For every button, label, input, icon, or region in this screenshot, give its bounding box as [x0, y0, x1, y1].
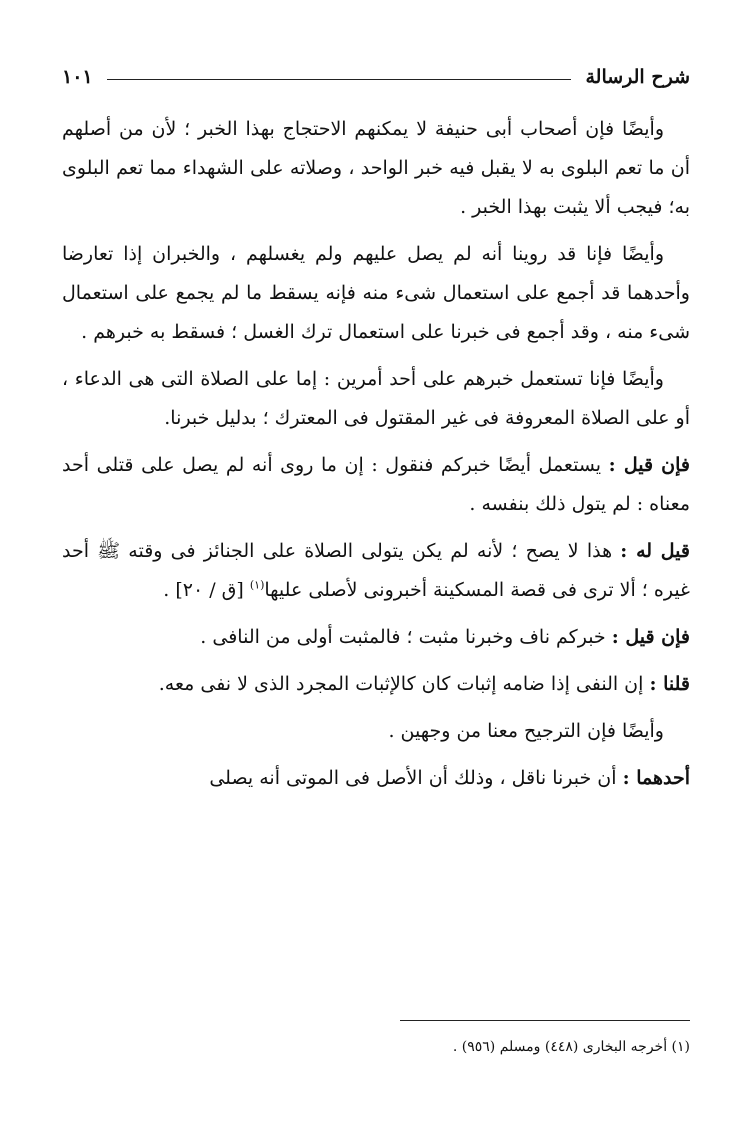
paragraph	[62, 665, 690, 704]
paragraph-text: وأيضًا فإنا قد روينا أنه لم يصل عليهم ولم يغسلهم ، والخبران إذا تعارضا وأحدهما قد أجمع على استعمال شىء منه فإنه يسقط ما لم يجمع على استعمال شىء منه ، وقد أجمع فى خبرنا على استعمال ترك الغسل ؛ فسقط به خبرهم .	[62, 243, 690, 343]
paragraph-text: هذا لا يصح ؛ لأنه لم يكن يتولى الصلاة على الجنائز فى وقته ﷺ أحد غيره ؛ ألا ترى فى قصة المسكينة أخبرونى لأصلى عليها	[62, 540, 690, 601]
running-header	[62, 62, 690, 92]
page-body	[62, 110, 690, 806]
footnote-marker: (١)	[249, 578, 265, 592]
paragraph	[62, 446, 690, 524]
paragraph-lead: أحدهما :	[622, 767, 690, 789]
header-title: شرح الرسالة	[585, 66, 690, 88]
footnote-divider	[400, 1020, 690, 1021]
paragraph	[62, 759, 690, 798]
header-rule	[107, 79, 572, 80]
page-reference: [ق / ٢٠] .	[163, 579, 244, 601]
paragraph-lead: فإن قيل :	[611, 626, 690, 648]
footnote: (١) أخرجه البخارى (٤٤٨) ومسلم (٩٥٦) .	[452, 1039, 690, 1055]
paragraph-lead: قلنا :	[649, 673, 690, 695]
paragraph	[62, 618, 690, 657]
paragraph-lead: قيل له :	[620, 540, 690, 562]
paragraph-text: وأيضًا فإن الترجيح معنا من وجهين .	[388, 720, 664, 742]
paragraph-text: أن خبرنا ناقل ، وذلك أن الأصل فى الموتى أنه يصلى	[209, 767, 617, 789]
paragraph-text: يستعمل أيضًا خبركم فنقول : إن ما روى أنه لم يصل على قتلى أحد معناه : لم يتول ذلك بنفسه .	[62, 454, 690, 515]
paragraph-text: إن النفى إذا ضامه إثبات كان كالإثبات المجرد الذى لا نفى معه.	[158, 673, 644, 695]
paragraph	[62, 110, 690, 227]
paragraph-text: وأيضًا فإنا تستعمل خبرهم على أحد أمرين : إما على الصلاة التى هى الدعاء ، أو على الصلاة المعروفة فى غير المقتول فى المعترك ؛ بدليل خبرنا.	[62, 368, 690, 429]
paragraph-lead: فإن قيل :	[608, 454, 690, 476]
paragraph	[62, 235, 690, 352]
paragraph-text: خبركم ناف وخبرنا مثبت ؛ فالمثبت أولى من النافى .	[200, 626, 606, 648]
paragraph-text: وأيضًا فإن أصحاب أبى حنيفة لا يمكنهم الاحتجاج بهذا الخبر ؛ لأن من أصلهم أن ما تعم البلوى به لا يقبل فيه خبر الواحد ، وصلاته على الشهداء مما تعم البلوى به؛ فيجب ألا يثبت بهذا الخبر .	[62, 118, 690, 218]
paragraph	[62, 360, 690, 438]
paragraph	[62, 532, 690, 610]
paragraph	[62, 712, 690, 751]
page-number: ١٠١	[62, 66, 93, 88]
